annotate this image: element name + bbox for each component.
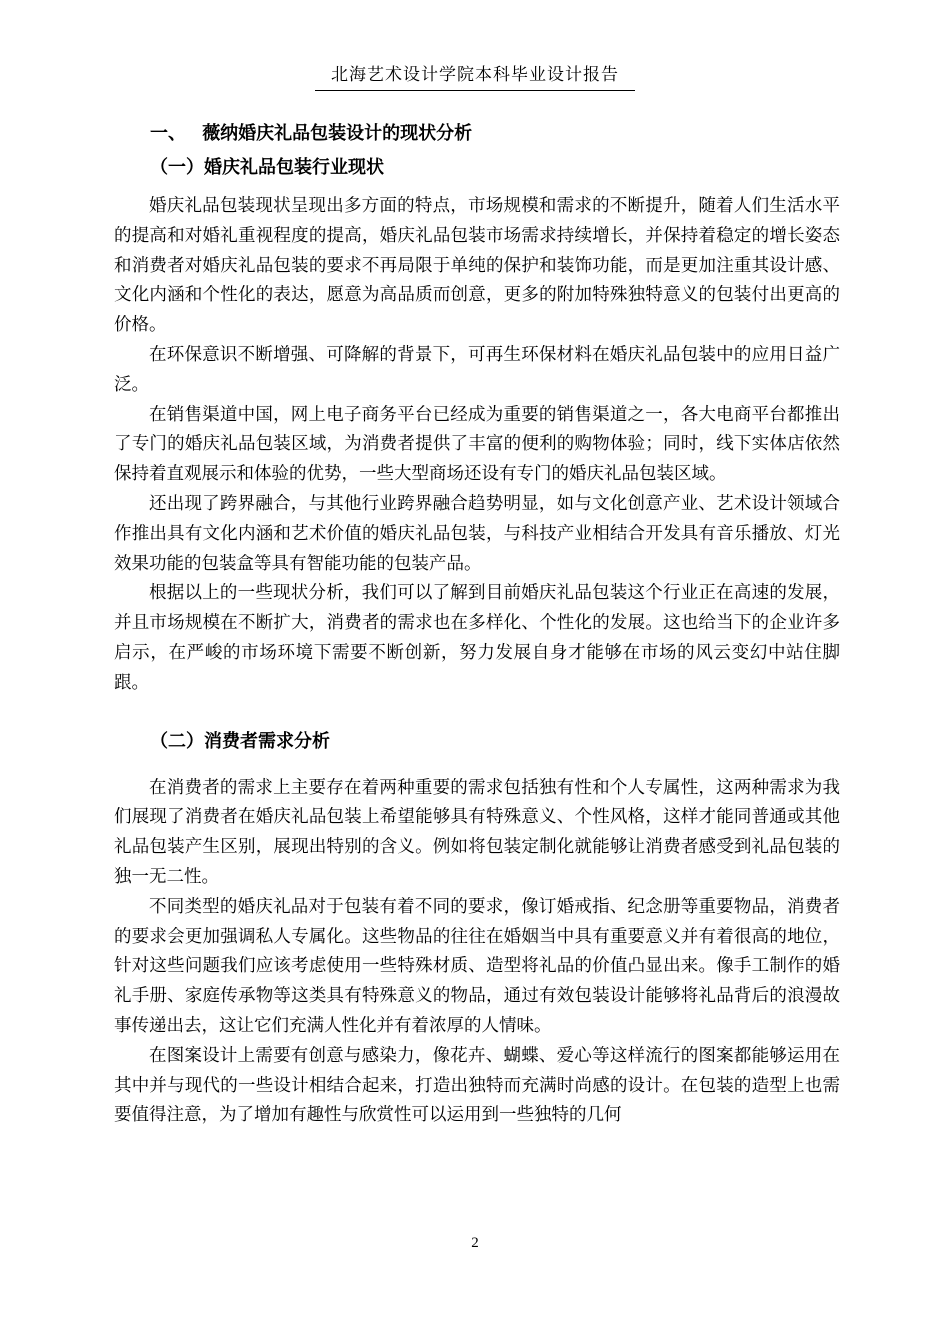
report-header-title: 北海艺术设计学院本科毕业设计报告 bbox=[315, 60, 635, 91]
paragraph: 在环保意识不断增强、可降解的背景下，可再生环保材料在婚庆礼品包装中的应用日益广泛。 bbox=[114, 343, 840, 394]
section-2-heading: （二）消费者需求分析 bbox=[150, 730, 330, 751]
paragraph: 根据以上的一些现状分析，我们可以了解到目前婚庆礼品包装这个行业正在高速的发展，并且市场规模在不断扩大，消费者的需求也在多样化、个性化的发展。这也给当下的企业许多启示，在严峻的市场环境下需要不断创新，努力发展自身才能够在市场的风云变幻中站住脚跟。 bbox=[114, 582, 840, 692]
document-body bbox=[0, 91, 950, 1130]
section-1-heading: （一）婚庆礼品包装行业现状 bbox=[150, 157, 384, 177]
paragraph: 婚庆礼品包装现状呈现出多方面的特点，市场规模和需求的不断提升，随着人们生活水平的提高和对婚礼重视程度的提高，婚庆礼品包装市场需求持续增长，并保持着稳定的增长姿态和消费者对婚庆礼品包装的要求不再局限于单纯的保护和装饰功能，而是更加注重其设计感、文化内涵和个性化的表达，愿意为高品质而创意，更多的附加特殊独特意义的包装付出更高的价格。 bbox=[114, 195, 840, 335]
page-header bbox=[0, 0, 950, 91]
page-number: 2 bbox=[471, 1235, 479, 1251]
chapter-title: 薇纳婚庆礼品包装设计的现状分析 bbox=[202, 123, 473, 143]
paragraph: 在消费者的需求上主要存在着两种重要的需求包括独有性和个人专属性，这两种需求为我们展现了消费者在婚庆礼品包装上希望能够具有特殊意义、个性风格，这样才能同普通或其他礼品包装产生区别，展现出特别的含义。例如将包装定制化就能够让消费者感受到礼品包装的独一无二性。 bbox=[114, 776, 840, 886]
chapter-number: 一、 bbox=[150, 123, 186, 143]
chapter-heading bbox=[114, 117, 840, 149]
paragraph: 在图案设计上需要有创意与感染力，像花卉、蝴蝶、爱心等这样流行的图案都能够运用在其中并与现代的一些设计相结合起来，打造出独特而充满时尚感的设计。在包装的造型上也需要值得注意，为了增加有趣性与欣赏性可以运用到一些独特的几何 bbox=[114, 1044, 840, 1125]
paragraph: 在销售渠道中国，网上电子商务平台已经成为重要的销售渠道之一，各大电商平台都推出了专门的婚庆礼品包装区域，为消费者提供了丰富的便利的购物体验；同时，线下实体店依然保持着直观展示和体验的优势，一些大型商场还设有专门的婚庆礼品包装区域。 bbox=[114, 403, 840, 484]
paragraph: 还出现了跨界融合，与其他行业跨界融合趋势明显，如与文化创意产业、艺术设计领域合作推出具有文化内涵和艺术价值的婚庆礼品包装，与科技产业相结合开发具有音乐播放、灯光效果功能的包装盒等具有智能功能的包装产品。 bbox=[114, 492, 840, 573]
paragraph: 不同类型的婚庆礼品对于包装有着不同的要求，像订婚戒指、纪念册等重要物品，消费者的要求会更加强调私人专属化。这些物品的往往在婚姻当中具有重要意义并有着很高的地位，针对这些问题我们应该考虑使用一些特殊材质、造型将礼品的价值凸显出来。像手工制作的婚礼手册、家庭传承物等这类具有特殊意义的物品，通过有效包装设计能够将礼品背后的浪漫故事传递出去，这让它们充满人性化并有着浓厚的人情味。 bbox=[114, 895, 840, 1035]
